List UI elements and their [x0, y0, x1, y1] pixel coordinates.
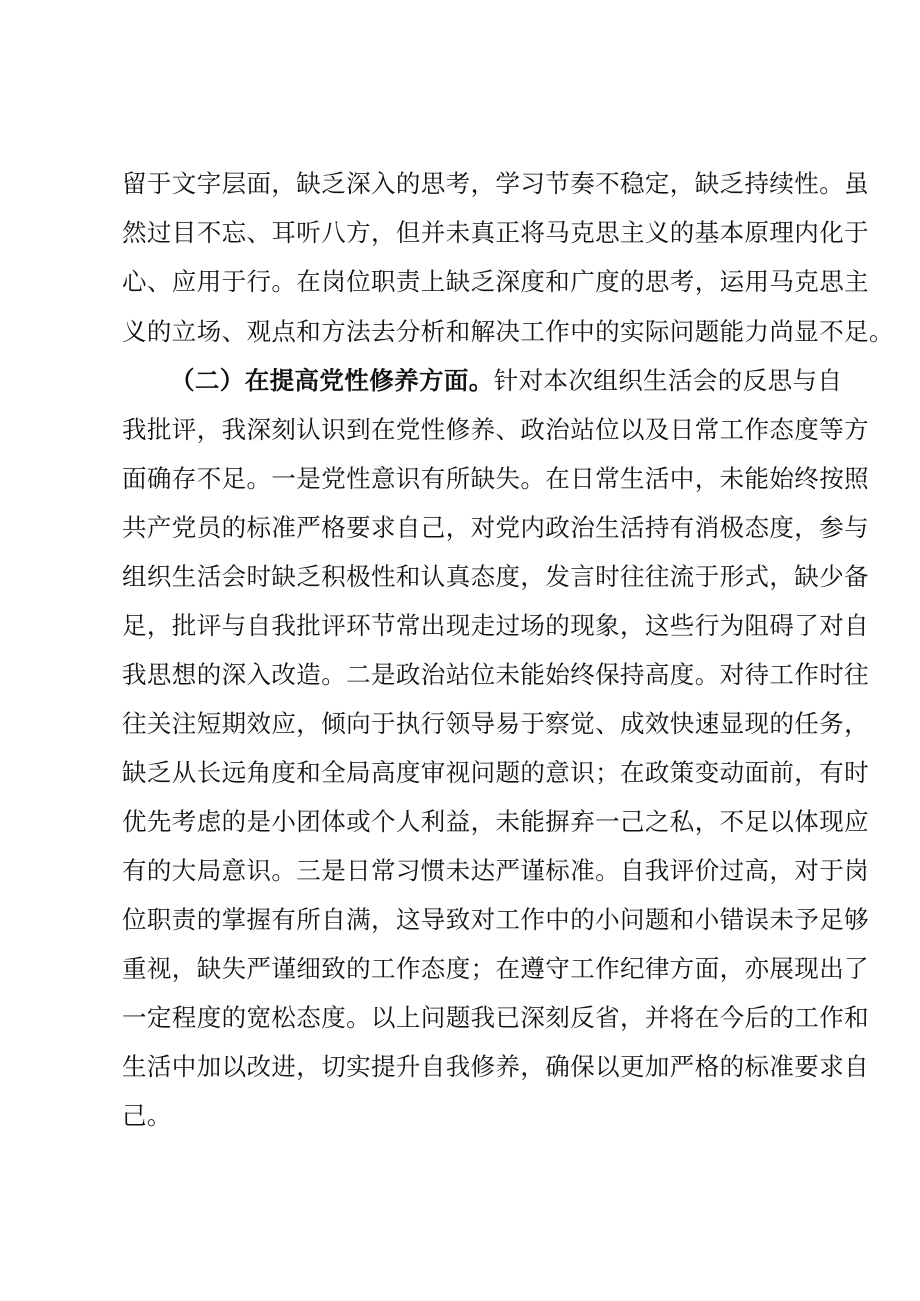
section-first-line-text: 针对本次组织生活会的反思与自	[493, 366, 843, 395]
text-line: 缺乏从长远角度和全局高度审视问题的意识；在政策变动面前，有时	[122, 758, 869, 787]
section-heading: （二）在提高党性修养方面。	[170, 366, 494, 395]
section-first-line	[170, 361, 843, 401]
text-line: 位职责的掌握有所自满，这导致对工作中的小问题和小错误未予足够	[122, 905, 869, 934]
text-line: 留于文字层面，缺乏深入的思考，学习节奏不稳定，缺乏持续性。虽	[122, 169, 869, 198]
text-line: 心、应用于行。在岗位职责上缺乏深度和广度的思考，运用马克思主	[122, 267, 869, 296]
text-line-last: 己。	[122, 1101, 172, 1130]
text-line: 往关注短期效应，倾向于执行领导易于察觉、成效快速显现的任务，	[122, 709, 869, 738]
text-line: 我批评，我深刻认识到在党性修养、政治站位以及日常工作态度等方	[122, 415, 869, 444]
text-line: 重视，缺失严谨细致的工作态度；在遵守工作纪律方面，亦展现出了	[122, 954, 869, 983]
text-line: 有的大局意识。三是日常习惯未达严谨标准。自我评价过高，对于岗	[122, 856, 869, 885]
text-line: 义的立场、观点和方法去分析和解决工作中的实际问题能力尚显不足。	[122, 317, 894, 346]
text-line: 组织生活会时缺乏积极性和认真态度，发言时往往流于形式，缺少备	[122, 562, 869, 591]
text-line: 足，批评与自我批评环节常出现走过场的现象，这些行为阻碍了对自	[122, 611, 869, 640]
text-line: 然过目不忘、耳听八方，但并未真正将马克思主义的基本原理内化于	[122, 218, 869, 247]
text-line: 优先考虑的是小团体或个人利益，未能摒弃一己之私，不足以体现应	[122, 807, 869, 836]
text-line: 生活中加以改进，切实提升自我修养，确保以更加严格的标准要求自	[122, 1052, 869, 1081]
text-line: 共产党员的标准严格要求自己，对党内政治生活持有消极态度，参与	[122, 513, 869, 542]
text-line: 一定程度的宽松态度。以上问题我已深刻反省，并将在今后的工作和	[122, 1003, 869, 1032]
text-line: 我思想的深入改造。二是政治站位未能始终保持高度。对待工作时往	[122, 660, 869, 689]
text-line: 面确存不足。一是党性意识有所缺失。在日常生活中，未能始终按照	[122, 464, 869, 493]
